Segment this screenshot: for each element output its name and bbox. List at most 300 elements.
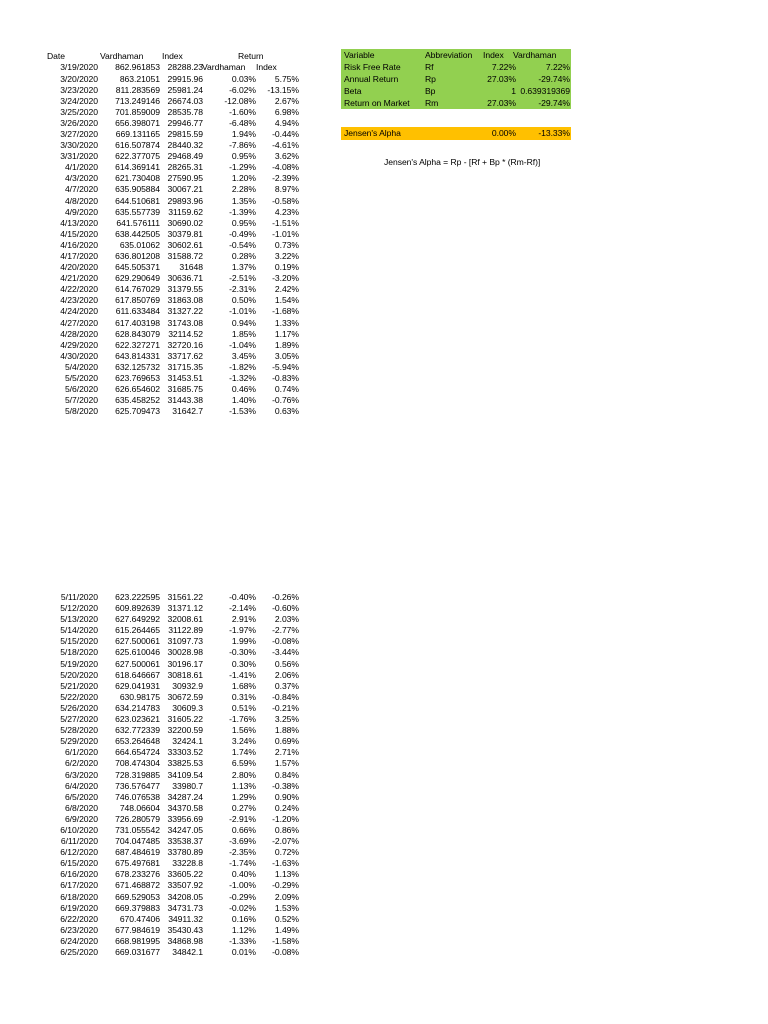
cell-return-index: 3.25% <box>274 714 299 725</box>
summary-row <box>341 61 571 73</box>
cell-return-vardhaman: -1.00% <box>229 880 256 891</box>
cell-return-index: 2.03% <box>274 614 299 625</box>
cell-return-index: 1.53% <box>274 902 299 913</box>
summary-row <box>341 97 571 109</box>
cell-return-index: 4.23% <box>274 206 299 217</box>
cell-return-index: -0.58% <box>272 195 299 206</box>
cell-index: 29946.77 <box>167 117 203 128</box>
cell-index: 35430.43 <box>167 924 203 935</box>
cell-vardhaman: 625.610046 <box>115 647 160 658</box>
summary-abbreviation: Bp <box>425 86 436 96</box>
cell-index: 30636.71 <box>167 273 203 284</box>
cell-vardhaman: 635.458252 <box>115 395 160 406</box>
cell-vardhaman: 609.892639 <box>115 603 160 614</box>
cell-return-vardhaman: 0.01% <box>231 947 256 957</box>
cell-return-vardhaman: -1.41% <box>229 669 256 680</box>
cell-vardhaman: 628.843079 <box>115 328 160 339</box>
cell-return-vardhaman: -0.54% <box>229 239 256 250</box>
cell-vardhaman: 671.468872 <box>115 880 160 891</box>
cell-vardhaman: 641.576111 <box>116 217 160 228</box>
cell-return-index: -0.60% <box>272 603 299 614</box>
table-row <box>0 362 320 373</box>
table-row <box>0 173 320 184</box>
cell-date: 6/25/2020 <box>60 947 98 957</box>
cell-index: 33507.92 <box>167 880 203 891</box>
cell-index: 31097.73 <box>167 636 203 647</box>
cell-vardhaman: 634.214783 <box>115 702 160 713</box>
table-row <box>0 814 320 825</box>
cell-index: 28288.23 <box>167 62 203 72</box>
summary-variable: Risk Free Rate <box>344 62 401 72</box>
cell-index: 31371.12 <box>167 603 203 614</box>
cell-index: 31648 <box>179 262 203 273</box>
cell-return-index: -4.08% <box>272 162 299 173</box>
cell-return-index: -2.77% <box>272 625 299 636</box>
first-row <box>0 62 320 73</box>
cell-return-vardhaman: 0.51% <box>231 702 256 713</box>
cell-return-index: 1.33% <box>274 317 299 328</box>
cell-vardhaman: 708.474304 <box>115 758 160 769</box>
table-row <box>0 62 320 73</box>
table-row <box>0 825 320 836</box>
cell-return-index: -1.51% <box>272 217 299 228</box>
cell-date: 6/11/2020 <box>60 836 98 847</box>
cell-date: 6/17/2020 <box>60 880 98 891</box>
cell-date: 4/9/2020 <box>64 206 98 217</box>
cell-index: 30067.21 <box>167 184 203 195</box>
cell-date: 4/27/2020 <box>60 317 98 328</box>
cell-return-vardhaman: 3.45% <box>231 350 256 361</box>
summary-header <box>341 49 571 61</box>
cell-return-index: 1.17% <box>274 328 299 339</box>
cell-date: 5/29/2020 <box>60 736 98 747</box>
cell-vardhaman: 635.557739 <box>115 206 160 217</box>
table-row <box>0 670 320 681</box>
cell-date: 3/25/2020 <box>60 106 98 117</box>
cell-return-index: -0.84% <box>272 691 299 702</box>
cell-return-index: 2.71% <box>274 747 299 758</box>
summary-abbreviation: Rf <box>425 62 434 72</box>
cell-return-vardhaman: 0.30% <box>231 658 256 669</box>
table-row <box>0 129 320 140</box>
cell-vardhaman: 677.984619 <box>115 924 160 935</box>
cell-index: 32200.59 <box>167 725 203 736</box>
cell-index: 33228.8 <box>172 858 203 869</box>
table-row <box>0 74 320 85</box>
cell-date: 4/8/2020 <box>64 195 98 206</box>
cell-index: 34868.98 <box>167 935 203 946</box>
cell-vardhaman: 675.497681 <box>115 858 160 869</box>
table-row <box>0 869 320 880</box>
table-row <box>0 747 320 758</box>
cell-return-index: 0.63% <box>274 406 299 417</box>
summary-vardhaman: 0.639319369 <box>520 86 570 96</box>
table-row <box>0 240 320 251</box>
cell-vardhaman: 627.649292 <box>115 614 160 625</box>
cell-return-index: 1.13% <box>274 869 299 880</box>
cell-vardhaman: 622.327271 <box>115 339 160 350</box>
table-row <box>0 792 320 803</box>
summary-header-index: Index <box>483 50 504 60</box>
cell-return-vardhaman: -1.82% <box>229 361 256 372</box>
cell-vardhaman: 669.031677 <box>115 947 160 957</box>
cell-return-index: 3.05% <box>274 350 299 361</box>
cell-date: 4/22/2020 <box>60 284 98 295</box>
cell-date: 5/27/2020 <box>60 714 98 725</box>
jensens-alpha-index: 0.00% <box>491 128 516 138</box>
cell-return-vardhaman: 2.28% <box>231 184 256 195</box>
table-row <box>0 714 320 725</box>
cell-index: 30602.61 <box>167 239 203 250</box>
table-row <box>0 847 320 858</box>
table-row <box>0 218 320 229</box>
cell-vardhaman: 622.377075 <box>115 151 160 162</box>
cell-vardhaman: 863.21051 <box>119 73 160 84</box>
cell-vardhaman: 669.379883 <box>115 902 160 913</box>
cell-index: 30196.17 <box>167 658 203 669</box>
cell-date: 4/1/2020 <box>64 162 98 173</box>
cell-return-vardhaman: -1.33% <box>229 935 256 946</box>
cell-return-index: -0.26% <box>272 592 299 602</box>
table-row <box>0 892 320 903</box>
cell-return-vardhaman: 1.99% <box>231 636 256 647</box>
cell-index: 31685.75 <box>167 384 203 395</box>
cell-index: 30379.81 <box>167 228 203 239</box>
cell-return-vardhaman: 1.74% <box>231 747 256 758</box>
summary-index: 7.22% <box>491 62 516 72</box>
cell-index: 31561.22 <box>167 592 203 602</box>
jensens-alpha-label: Jensen's Alpha <box>344 128 401 138</box>
cell-index: 30818.61 <box>167 669 203 680</box>
summary-index: 27.03% <box>487 74 516 84</box>
cell-vardhaman: 635.905884 <box>115 184 160 195</box>
cell-index: 31327.22 <box>167 306 203 317</box>
cell-vardhaman: 704.047485 <box>115 836 160 847</box>
cell-date: 4/23/2020 <box>60 295 98 306</box>
cell-vardhaman: 617.403198 <box>115 317 160 328</box>
cell-index: 34247.05 <box>167 824 203 835</box>
cell-return-vardhaman: 1.85% <box>231 328 256 339</box>
cell-return-vardhaman: -1.04% <box>229 339 256 350</box>
cell-index: 31605.22 <box>167 714 203 725</box>
cell-return-index: 0.56% <box>274 658 299 669</box>
cell-return-index: -0.76% <box>272 395 299 406</box>
cell-return-vardhaman: 0.16% <box>231 913 256 924</box>
table-row <box>0 207 320 218</box>
cell-return-index: 0.69% <box>274 736 299 747</box>
cell-date: 6/5/2020 <box>64 791 98 802</box>
cell-index: 31379.55 <box>167 284 203 295</box>
cell-return-vardhaman: 1.68% <box>231 680 256 691</box>
cell-date: 3/26/2020 <box>60 117 98 128</box>
cell-return-index: 0.37% <box>274 680 299 691</box>
table-row <box>0 914 320 925</box>
cell-vardhaman: 616.507874 <box>115 140 160 151</box>
summary-row <box>341 85 571 97</box>
cell-vardhaman: 713.249146 <box>115 95 160 106</box>
cell-vardhaman: 701.859009 <box>115 106 160 117</box>
cell-return-vardhaman: 0.95% <box>231 151 256 162</box>
cell-vardhaman: 656.398071 <box>115 117 160 128</box>
cell-date: 3/27/2020 <box>60 128 98 139</box>
header-return-index: Index <box>256 62 277 72</box>
cell-return-index: 4.94% <box>274 117 299 128</box>
table-row <box>0 118 320 129</box>
cell-return-index: -5.94% <box>272 361 299 372</box>
summary-index: 1 <box>511 86 516 96</box>
cell-return-index: -1.01% <box>272 228 299 239</box>
cell-date: 5/13/2020 <box>60 614 98 625</box>
cell-vardhaman: 629.290649 <box>115 273 160 284</box>
cell-index: 28265.31 <box>167 162 203 173</box>
table-row <box>0 703 320 714</box>
cell-date: 3/30/2020 <box>60 140 98 151</box>
cell-return-vardhaman: -0.30% <box>229 647 256 658</box>
table-row <box>0 85 320 96</box>
cell-vardhaman: 623.023621 <box>115 714 160 725</box>
cell-return-vardhaman: -1.39% <box>229 206 256 217</box>
summary-header-variable: Variable <box>344 50 375 60</box>
cell-index: 29893.96 <box>167 195 203 206</box>
cell-index: 31863.08 <box>167 295 203 306</box>
cell-date: 6/3/2020 <box>64 769 98 780</box>
cell-return-index: 2.06% <box>274 669 299 680</box>
table-row <box>0 273 320 284</box>
table-row <box>0 758 320 769</box>
cell-return-vardhaman: -0.29% <box>229 891 256 902</box>
cell-return-index: 3.22% <box>274 251 299 261</box>
cell-vardhaman: 632.125732 <box>115 361 160 372</box>
cell-vardhaman: 728.319885 <box>115 769 160 780</box>
cell-vardhaman: 669.131165 <box>115 128 160 139</box>
table-row <box>0 614 320 625</box>
cell-vardhaman: 627.500061 <box>115 636 160 647</box>
table-row <box>0 340 320 351</box>
cell-date: 6/22/2020 <box>60 913 98 924</box>
cell-date: 3/24/2020 <box>60 95 98 106</box>
cell-index: 33780.89 <box>167 847 203 858</box>
cell-date: 6/4/2020 <box>64 780 98 791</box>
cell-vardhaman: 629.041931 <box>115 680 160 691</box>
cell-vardhaman: 670.47406 <box>119 913 160 924</box>
cell-index: 31588.72 <box>167 251 203 261</box>
summary-variable: Beta <box>344 86 362 96</box>
jensens-alpha-formula: Jensen's Alpha = Rp - [Rf + Bp * (Rm-Rf)] <box>384 157 541 167</box>
cell-return-index: 0.52% <box>274 913 299 924</box>
table-row <box>0 736 320 747</box>
cell-return-vardhaman: -1.53% <box>229 406 256 417</box>
cell-index: 31443.38 <box>167 395 203 406</box>
cell-vardhaman: 636.801208 <box>115 251 160 261</box>
cell-return-index: -13.15% <box>267 84 299 95</box>
summary-variable: Annual Return <box>344 74 399 84</box>
cell-vardhaman: 618.646667 <box>115 669 160 680</box>
cell-date: 5/14/2020 <box>60 625 98 636</box>
summary-header-vardhaman: Vardhaman <box>513 50 557 60</box>
cell-return-index: 6.98% <box>274 106 299 117</box>
cell-date: 3/20/2020 <box>60 73 98 84</box>
table-row <box>0 384 320 395</box>
table-row <box>0 803 320 814</box>
cell-return-vardhaman: -6.48% <box>229 117 256 128</box>
cell-index: 32008.61 <box>167 614 203 625</box>
table-row <box>0 947 320 958</box>
cell-date: 6/18/2020 <box>60 891 98 902</box>
cell-index: 31122.89 <box>168 625 203 636</box>
cell-return-vardhaman: 0.46% <box>231 384 256 395</box>
cell-return-vardhaman: 0.27% <box>231 802 256 813</box>
cell-return-index: 0.84% <box>274 769 299 780</box>
cell-return-vardhaman: -1.29% <box>229 162 256 173</box>
cell-vardhaman: 614.369141 <box>115 162 160 173</box>
data-table-1 <box>0 74 320 418</box>
cell-return-index: 0.86% <box>274 824 299 835</box>
cell-return-vardhaman: 3.24% <box>231 736 256 747</box>
cell-vardhaman: 746.076538 <box>115 791 160 802</box>
cell-date: 4/17/2020 <box>60 251 98 261</box>
cell-vardhaman: 748.06604 <box>119 802 160 813</box>
summary-table <box>341 49 571 109</box>
cell-return-vardhaman: 1.37% <box>231 262 256 273</box>
cell-index: 30932.9 <box>172 680 203 691</box>
cell-vardhaman: 621.730408 <box>115 173 160 184</box>
data-table-2 <box>0 592 320 958</box>
table-row <box>0 647 320 658</box>
cell-date: 5/12/2020 <box>60 603 98 614</box>
cell-date: 5/7/2020 <box>64 395 98 406</box>
cell-date: 6/9/2020 <box>64 813 98 824</box>
table-row <box>0 395 320 406</box>
summary-vardhaman: -29.74% <box>538 74 570 84</box>
summary-abbreviation: Rp <box>425 74 436 84</box>
table-row <box>0 636 320 647</box>
summary-vardhaman: -29.74% <box>538 98 570 108</box>
table-row <box>0 295 320 306</box>
table-row <box>0 681 320 692</box>
cell-date: 5/15/2020 <box>60 636 98 647</box>
cell-vardhaman: 811.283569 <box>115 84 160 95</box>
table-row <box>0 625 320 636</box>
header-return-vardhaman: Vardhaman <box>202 62 246 72</box>
cell-vardhaman: 625.709473 <box>115 406 160 417</box>
table-row <box>0 140 320 151</box>
cell-return-index: 2.09% <box>274 891 299 902</box>
table-row <box>0 936 320 947</box>
cell-return-vardhaman: -2.31% <box>229 284 256 295</box>
summary-variable: Return on Market <box>344 98 410 108</box>
cell-index: 30609.3 <box>172 702 203 713</box>
cell-date: 5/18/2020 <box>60 647 98 658</box>
table-row <box>0 306 320 317</box>
cell-return-index: 2.42% <box>274 284 299 295</box>
table-row <box>0 229 320 240</box>
cell-vardhaman: 635.01062 <box>119 239 160 250</box>
summary-index: 27.03% <box>487 98 516 108</box>
cell-index: 30028.98 <box>167 647 203 658</box>
cell-return-index: -0.38% <box>272 780 299 791</box>
cell-vardhaman: 664.654724 <box>115 747 160 758</box>
cell-vardhaman: 615.264465 <box>115 625 160 636</box>
cell-return-vardhaman: -0.02% <box>229 902 256 913</box>
table-row <box>0 692 320 703</box>
cell-return-vardhaman: -6.02% <box>229 84 256 95</box>
table-row <box>0 351 320 362</box>
cell-date: 5/8/2020 <box>64 406 98 417</box>
cell-date: 5/21/2020 <box>60 680 98 691</box>
cell-index: 34911.32 <box>168 913 203 924</box>
cell-vardhaman: 645.505371 <box>115 262 160 273</box>
cell-index: 31715.35 <box>167 361 203 372</box>
table-row <box>0 318 320 329</box>
cell-vardhaman: 678.233276 <box>115 869 160 880</box>
cell-return-index: 0.19% <box>274 262 299 273</box>
cell-vardhaman: 630.98175 <box>119 691 160 702</box>
cell-return-index: 2.67% <box>274 95 299 106</box>
cell-index: 31453.51 <box>167 373 203 384</box>
cell-return-vardhaman: -0.49% <box>229 228 256 239</box>
cell-return-vardhaman: -1.76% <box>229 714 256 725</box>
table-row <box>0 880 320 891</box>
cell-index: 27590.95 <box>167 173 203 184</box>
cell-vardhaman: 669.529053 <box>115 891 160 902</box>
cell-date: 6/2/2020 <box>64 758 98 769</box>
cell-return-index: -0.29% <box>272 880 299 891</box>
cell-return-index: -0.08% <box>272 636 299 647</box>
cell-index: 31159.62 <box>168 206 203 217</box>
cell-return-vardhaman: -2.91% <box>229 813 256 824</box>
table-row <box>0 284 320 295</box>
table-row <box>0 781 320 792</box>
cell-vardhaman: 653.264648 <box>115 736 160 747</box>
cell-return-vardhaman: 1.20% <box>231 173 256 184</box>
table-row <box>0 659 320 670</box>
summary-header-abbreviation: Abbreviation <box>425 50 473 60</box>
cell-vardhaman: 731.055542 <box>115 824 160 835</box>
cell-return-index: -1.68% <box>272 306 299 317</box>
cell-return-vardhaman: -2.51% <box>229 273 256 284</box>
cell-vardhaman: 623.769653 <box>115 373 160 384</box>
cell-vardhaman: 623.222595 <box>115 592 160 602</box>
cell-date: 3/23/2020 <box>60 84 98 95</box>
cell-vardhaman: 632.772339 <box>115 725 160 736</box>
cell-return-vardhaman: -1.74% <box>229 858 256 869</box>
cell-vardhaman: 726.280579 <box>115 813 160 824</box>
table-row <box>0 162 320 173</box>
cell-index: 31642.7 <box>172 406 203 417</box>
table-row <box>0 373 320 384</box>
summary-abbreviation: Rm <box>425 98 439 108</box>
table-row <box>0 925 320 936</box>
cell-return-index: -3.20% <box>272 273 299 284</box>
cell-index: 32114.52 <box>168 328 203 339</box>
table-row <box>0 96 320 107</box>
table-row <box>0 836 320 847</box>
cell-index: 26674.03 <box>167 95 203 106</box>
cell-index: 25981.24 <box>167 84 203 95</box>
cell-index: 29815.59 <box>167 128 203 139</box>
cell-return-vardhaman: 1.94% <box>231 128 256 139</box>
cell-return-vardhaman: -2.14% <box>229 603 256 614</box>
cell-return-index: 1.49% <box>274 924 299 935</box>
cell-return-index: 1.57% <box>274 758 299 769</box>
cell-date: 6/24/2020 <box>60 935 98 946</box>
cell-date: 3/31/2020 <box>60 151 98 162</box>
cell-index: 34731.73 <box>167 902 203 913</box>
summary-row <box>341 73 571 85</box>
cell-index: 34287.24 <box>167 791 203 802</box>
cell-return-index: -1.58% <box>272 935 299 946</box>
cell-return-vardhaman: 0.94% <box>231 317 256 328</box>
